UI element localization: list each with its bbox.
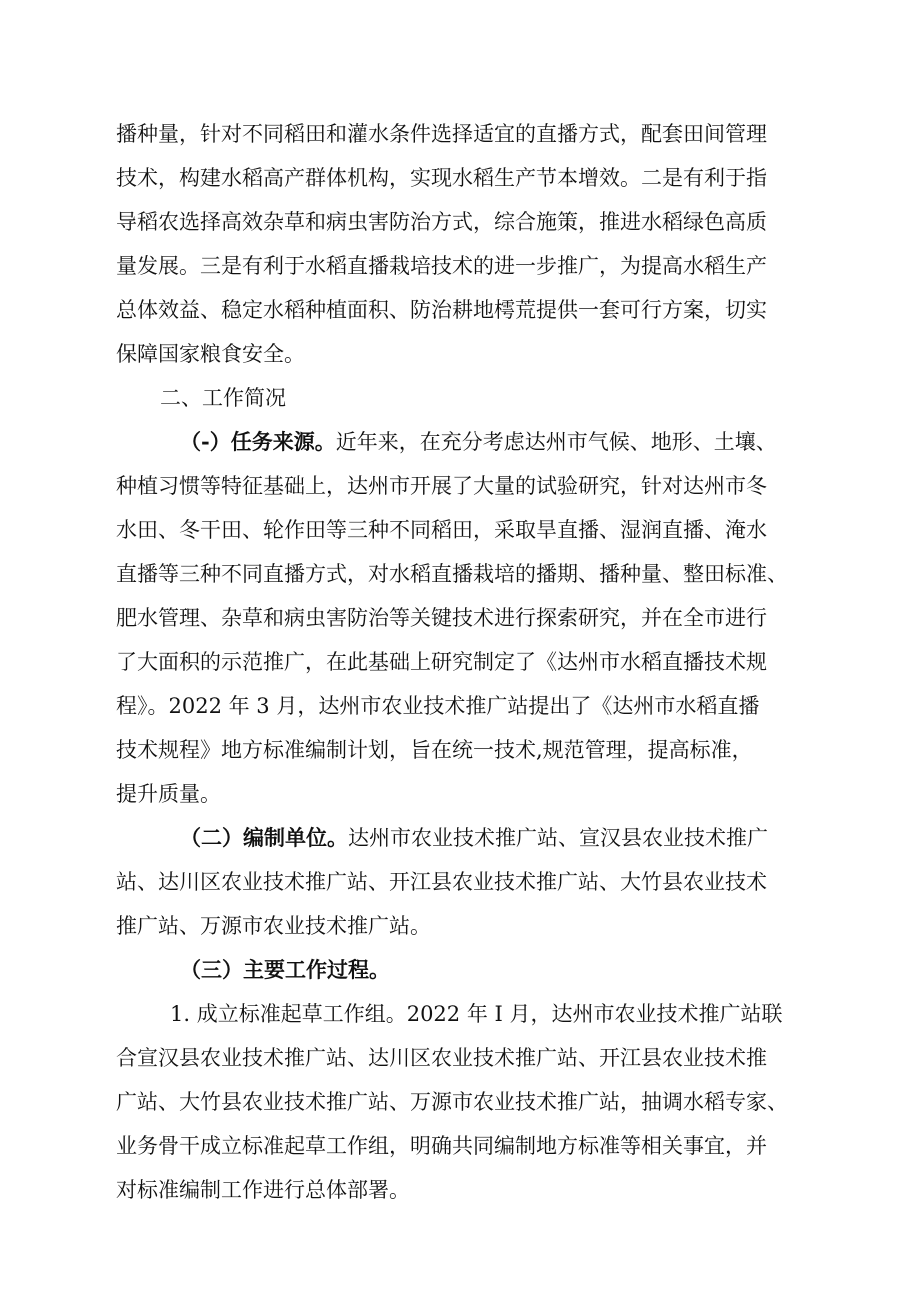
subsection-text: 达州市农业技术推广站、宣汉县农业技术推广 xyxy=(348,826,768,850)
text-line: 业务骨干成立标准起草工作组，明确共同编制地方标准等相关事宜，并 xyxy=(116,1134,767,1158)
text-line: 直播等三种不同直播方式，对水稻直播栽培的播期、播种量、整田标准、 xyxy=(116,562,788,586)
subsection-heading: （三）主要工作过程。 xyxy=(180,957,390,982)
text-line: 导稻农选择高效杂草和病虫害防治方式，综合施策，推进水稻绿色高质 xyxy=(116,210,767,234)
numbered-paragraph-start: 1. 成立标准起草工作组。2022 年 I 月，达州市农业技术推广站联 xyxy=(170,1002,783,1026)
text-line: 对标准编制工作进行总体部署。 xyxy=(116,1178,410,1202)
text-line: 技术规程》地方标准编制计划，旨在统一技术,规范管理，提高标准， xyxy=(116,738,753,762)
subsection-paragraph-start xyxy=(180,816,768,860)
text-line: 技术，构建水稻高产群体机构，实现水稻生产节本增效。二是有利于指 xyxy=(116,166,767,190)
text-line: 程》。2022 年 3 月，达州市农业技术推广站提出了《达州市水稻直播 xyxy=(116,694,760,718)
text-line: 广站、大竹县农业技术推广站、万源市农业技术推广站，抽调水稻专家、 xyxy=(116,1090,788,1114)
text-line: 推广站、万源市农业技术推广站。 xyxy=(116,914,431,938)
text-line: 提升质量。 xyxy=(116,782,221,806)
subsection-heading: （二）编制单位。 xyxy=(180,825,348,850)
text-line: 总体效益、稳定水稻种植面积、防治耕地樗荒提供一套可行方案，切实 xyxy=(116,298,767,322)
text-line: 量发展。三是有利于水稻直播栽培技术的进一步推广，为提高水稻生产 xyxy=(116,254,767,278)
subsection-paragraph-start xyxy=(180,948,390,992)
text-line: 肥水管理、杂草和病虫害防治等关键技术进行探索研究，并在全市进行 xyxy=(116,606,767,630)
text-line: 水田、冬干田、轮作田等三种不同稻田，采取旱直播、湿润直播、淹水 xyxy=(116,518,767,542)
section-heading: 二、工作简况 xyxy=(160,386,286,410)
text-line: 种植习惯等特征基础上，达州市开展了大量的试验研究，针对达州市冬 xyxy=(116,474,767,498)
text-line: 了大面积的示范推广，在此基础上研究制定了《达州市水稻直播技术规 xyxy=(116,650,767,674)
subsection-heading: （-）任务来源。 xyxy=(180,429,336,454)
text-line: 播种量，针对不同稻田和灌水条件选择适宜的直播方式，配套田间管理 xyxy=(116,122,767,146)
text-line: 保障国家粮食安全。 xyxy=(116,342,305,366)
subsection-paragraph-start xyxy=(180,420,777,464)
subsection-text: 近年来，在充分考虑达州市气候、地形、土壤、 xyxy=(335,430,777,454)
text-line: 站、达川区农业技术推广站、开江县农业技术推广站、大竹县农业技术 xyxy=(116,870,767,894)
text-line: 合宣汉县农业技术推广站、达川区农业技术推广站、开江县农业技术推 xyxy=(116,1046,767,1070)
